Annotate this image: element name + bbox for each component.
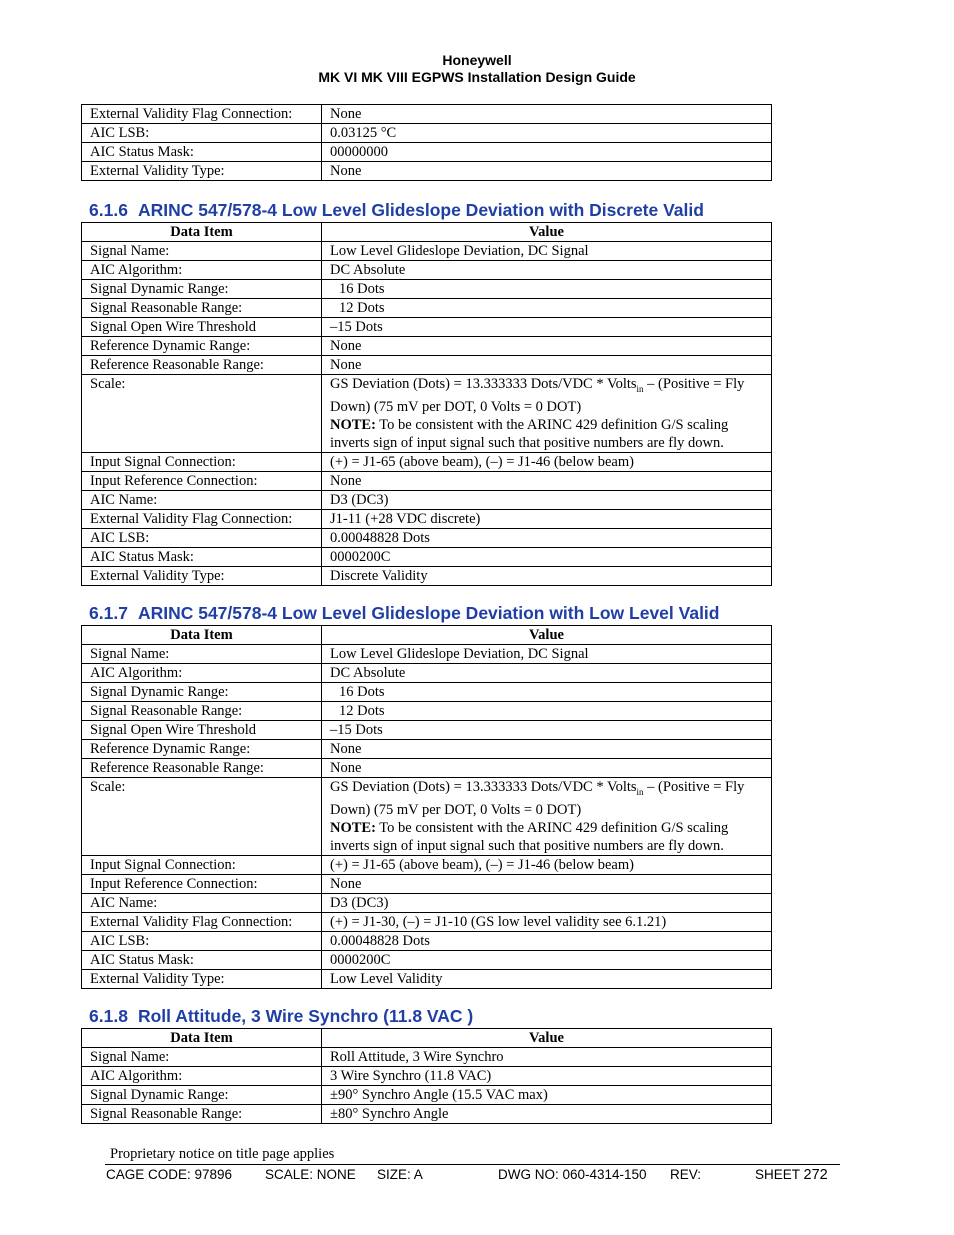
table-row [82,778,772,856]
table-row [82,969,772,988]
value-cell: DC Absolute [322,261,772,280]
sheet-label: SHEET [755,1167,800,1182]
table-row [82,874,772,893]
table-header-row [82,1029,772,1048]
value-cell: 00000000 [322,143,772,162]
item-cell: External Validity Type: [82,969,322,988]
table-row [82,683,772,702]
table-row [82,1086,772,1105]
table-header-row [82,223,772,242]
table-row [82,162,772,181]
item-cell: AIC Status Mask: [82,547,322,566]
item-cell: AIC Algorithm: [82,261,322,280]
table-row [82,299,772,318]
value-cell: (+) = J1-30, (–) = J1-10 (GS low level validity see 6.1.21) [322,912,772,931]
item-cell: AIC LSB: [82,528,322,547]
table-row [82,452,772,471]
table-row [82,566,772,585]
item-cell: AIC LSB: [82,124,322,143]
table-row [82,645,772,664]
column-header-value: Value [322,626,772,645]
table-row [82,105,772,124]
proprietary-notice: Proprietary notice on title page applies [110,1146,335,1162]
value-cell: None [322,759,772,778]
scale-subscript: in [636,786,644,797]
revision-label: REV: [670,1167,702,1182]
item-cell: Signal Open Wire Threshold [82,721,322,740]
table-row [82,1105,772,1124]
table-header-row [82,626,772,645]
table-row [82,143,772,162]
value-cell: –15 Dots [322,721,772,740]
scale-formula-tail: – (Positive = Fly Down) (75 mV per DOT, 0 Volts = 0 DOT) [330,779,745,818]
note-label: NOTE: [330,819,376,836]
item-cell: Signal Dynamic Range: [82,1086,322,1105]
table-row [82,702,772,721]
item-cell: External Validity Type: [82,566,322,585]
table-row [82,356,772,375]
value-cell: Low Level Validity [322,969,772,988]
item-cell: AIC LSB: [82,931,322,950]
page-header [0,52,954,86]
value-cell: None [322,162,772,181]
item-cell: Signal Open Wire Threshold [82,318,322,337]
value-cell: –15 Dots [322,318,772,337]
item-cell: Reference Dynamic Range: [82,337,322,356]
item-cell: External Validity Flag Connection: [82,105,322,124]
company-name: Honeywell [442,52,512,68]
table-row [82,124,772,143]
table-row [82,471,772,490]
size-label: SIZE: A [377,1167,423,1182]
item-cell: Input Signal Connection: [82,452,322,471]
table-row [82,337,772,356]
table-row [82,318,772,337]
sheet-value: 272 [803,1167,828,1183]
value-cell: (+) = J1-65 (above beam), (–) = J1-46 (below beam) [322,855,772,874]
table-row [82,950,772,969]
value-cell: 3 Wire Synchro (11.8 VAC) [322,1067,772,1086]
cage-code: CAGE CODE: 97896 [106,1167,233,1182]
value-cell: J1-11 (+28 VDC discrete) [322,509,772,528]
value-cell: 0000200C [322,547,772,566]
note-label: NOTE: [330,416,376,433]
value-cell: 12 Dots [322,299,772,318]
table-row [82,547,772,566]
sheet-number [755,1167,828,1183]
value-cell: Roll Attitude, 3 Wire Synchro [322,1048,772,1067]
scale-cell [322,778,772,856]
scale-subscript: in [636,383,644,394]
item-cell: Reference Dynamic Range: [82,740,322,759]
value-cell: ±80° Synchro Angle [322,1105,772,1124]
item-cell: Signal Name: [82,645,322,664]
table-row [82,490,772,509]
item-cell: AIC Status Mask: [82,143,322,162]
table-row [82,893,772,912]
drawing-number: DWG NO: 060-4314-150 [498,1167,647,1182]
value-cell: 0.03125 °C [322,124,772,143]
item-cell: Scale: [82,375,322,453]
table-row [82,375,772,453]
item-cell: Signal Dynamic Range: [82,280,322,299]
item-cell: AIC Algorithm: [82,1067,322,1086]
value-cell: None [322,356,772,375]
item-cell: AIC Name: [82,893,322,912]
table-row [82,1067,772,1086]
value-cell: Low Level Glideslope Deviation, DC Signal [322,645,772,664]
table-row [82,1048,772,1067]
scale-formula: GS Deviation (Dots) = 13.333333 Dots/VDC * Volts [330,376,637,392]
table-row [82,509,772,528]
item-cell: AIC Name: [82,490,322,509]
value-cell: None [322,337,772,356]
item-cell: AIC Algorithm: [82,664,322,683]
item-cell: Input Reference Connection: [82,471,322,490]
table-row [82,721,772,740]
scale-label: SCALE: NONE [265,1167,356,1182]
value-cell: DC Absolute [322,664,772,683]
item-cell: Signal Reasonable Range: [82,702,322,721]
value-cell: D3 (DC3) [322,490,772,509]
value-cell: 0.00048828 Dots [322,528,772,547]
value-cell: ±90° Synchro Angle (15.5 VAC max) [322,1086,772,1105]
table-row [82,280,772,299]
value-cell: 12 Dots [322,702,772,721]
table-row [82,912,772,931]
table-row [82,740,772,759]
column-header-item: Data Item [82,223,322,242]
table-row [82,664,772,683]
table-row [82,261,772,280]
section-table-6-1-6 [81,222,772,586]
item-cell: Signal Reasonable Range: [82,299,322,318]
value-cell: 0000200C [322,950,772,969]
item-cell: Signal Reasonable Range: [82,1105,322,1124]
value-cell: None [322,471,772,490]
note-text: To be consistent with the ARINC 429 definition G/S scaling inverts sign of input signal such that positive numbers are fly down. [330,416,729,451]
value-cell: D3 (DC3) [322,893,772,912]
section-heading-6-1-8: 6.1.8 Roll Attitude, 3 Wire Synchro (11.8 VAC ) [89,1006,474,1026]
item-cell: Signal Dynamic Range: [82,683,322,702]
item-cell: Signal Name: [82,1048,322,1067]
column-header-item: Data Item [82,626,322,645]
item-cell: AIC Status Mask: [82,950,322,969]
value-cell: Low Level Glideslope Deviation, DC Signal [322,242,772,261]
column-header-item: Data Item [82,1029,322,1048]
note-text: To be consistent with the ARINC 429 definition G/S scaling inverts sign of input signal such that positive numbers are fly down. [330,819,729,854]
table-row [82,855,772,874]
section-table-6-1-8 [81,1028,772,1124]
item-cell: Input Signal Connection: [82,855,322,874]
table-row [82,931,772,950]
section-heading-6-1-7: 6.1.7 ARINC 547/578-4 Low Level Glideslope Deviation with Low Level Valid [89,603,720,623]
scale-formula: GS Deviation (Dots) = 13.333333 Dots/VDC * Volts [330,779,637,795]
item-cell: External Validity Type: [82,162,322,181]
footer-divider [105,1164,840,1165]
value-cell: None [322,740,772,759]
item-cell: Signal Name: [82,242,322,261]
item-cell: External Validity Flag Connection: [82,912,322,931]
table-row [82,242,772,261]
value-cell: 16 Dots [322,280,772,299]
document-title: MK VI MK VIII EGPWS Installation Design Guide [318,69,636,85]
item-cell: Input Reference Connection: [82,874,322,893]
item-cell: Scale: [82,778,322,856]
column-header-value: Value [322,223,772,242]
section-heading-6-1-6: 6.1.6 ARINC 547/578-4 Low Level Glideslope Deviation with Discrete Valid [89,200,704,220]
column-header-value: Value [322,1029,772,1048]
scale-formula-tail: – (Positive = Fly Down) (75 mV per DOT, 0 Volts = 0 DOT) [330,376,745,415]
value-cell: None [322,105,772,124]
scale-cell [322,375,772,453]
value-cell: 16 Dots [322,683,772,702]
value-cell: Discrete Validity [322,566,772,585]
table-row [82,759,772,778]
value-cell: (+) = J1-65 (above beam), (–) = J1-46 (below beam) [322,452,772,471]
continuation-table [81,104,772,181]
item-cell: Reference Reasonable Range: [82,759,322,778]
value-cell: None [322,874,772,893]
table-row [82,528,772,547]
section-table-6-1-7 [81,625,772,989]
value-cell: 0.00048828 Dots [322,931,772,950]
item-cell: Reference Reasonable Range: [82,356,322,375]
item-cell: External Validity Flag Connection: [82,509,322,528]
